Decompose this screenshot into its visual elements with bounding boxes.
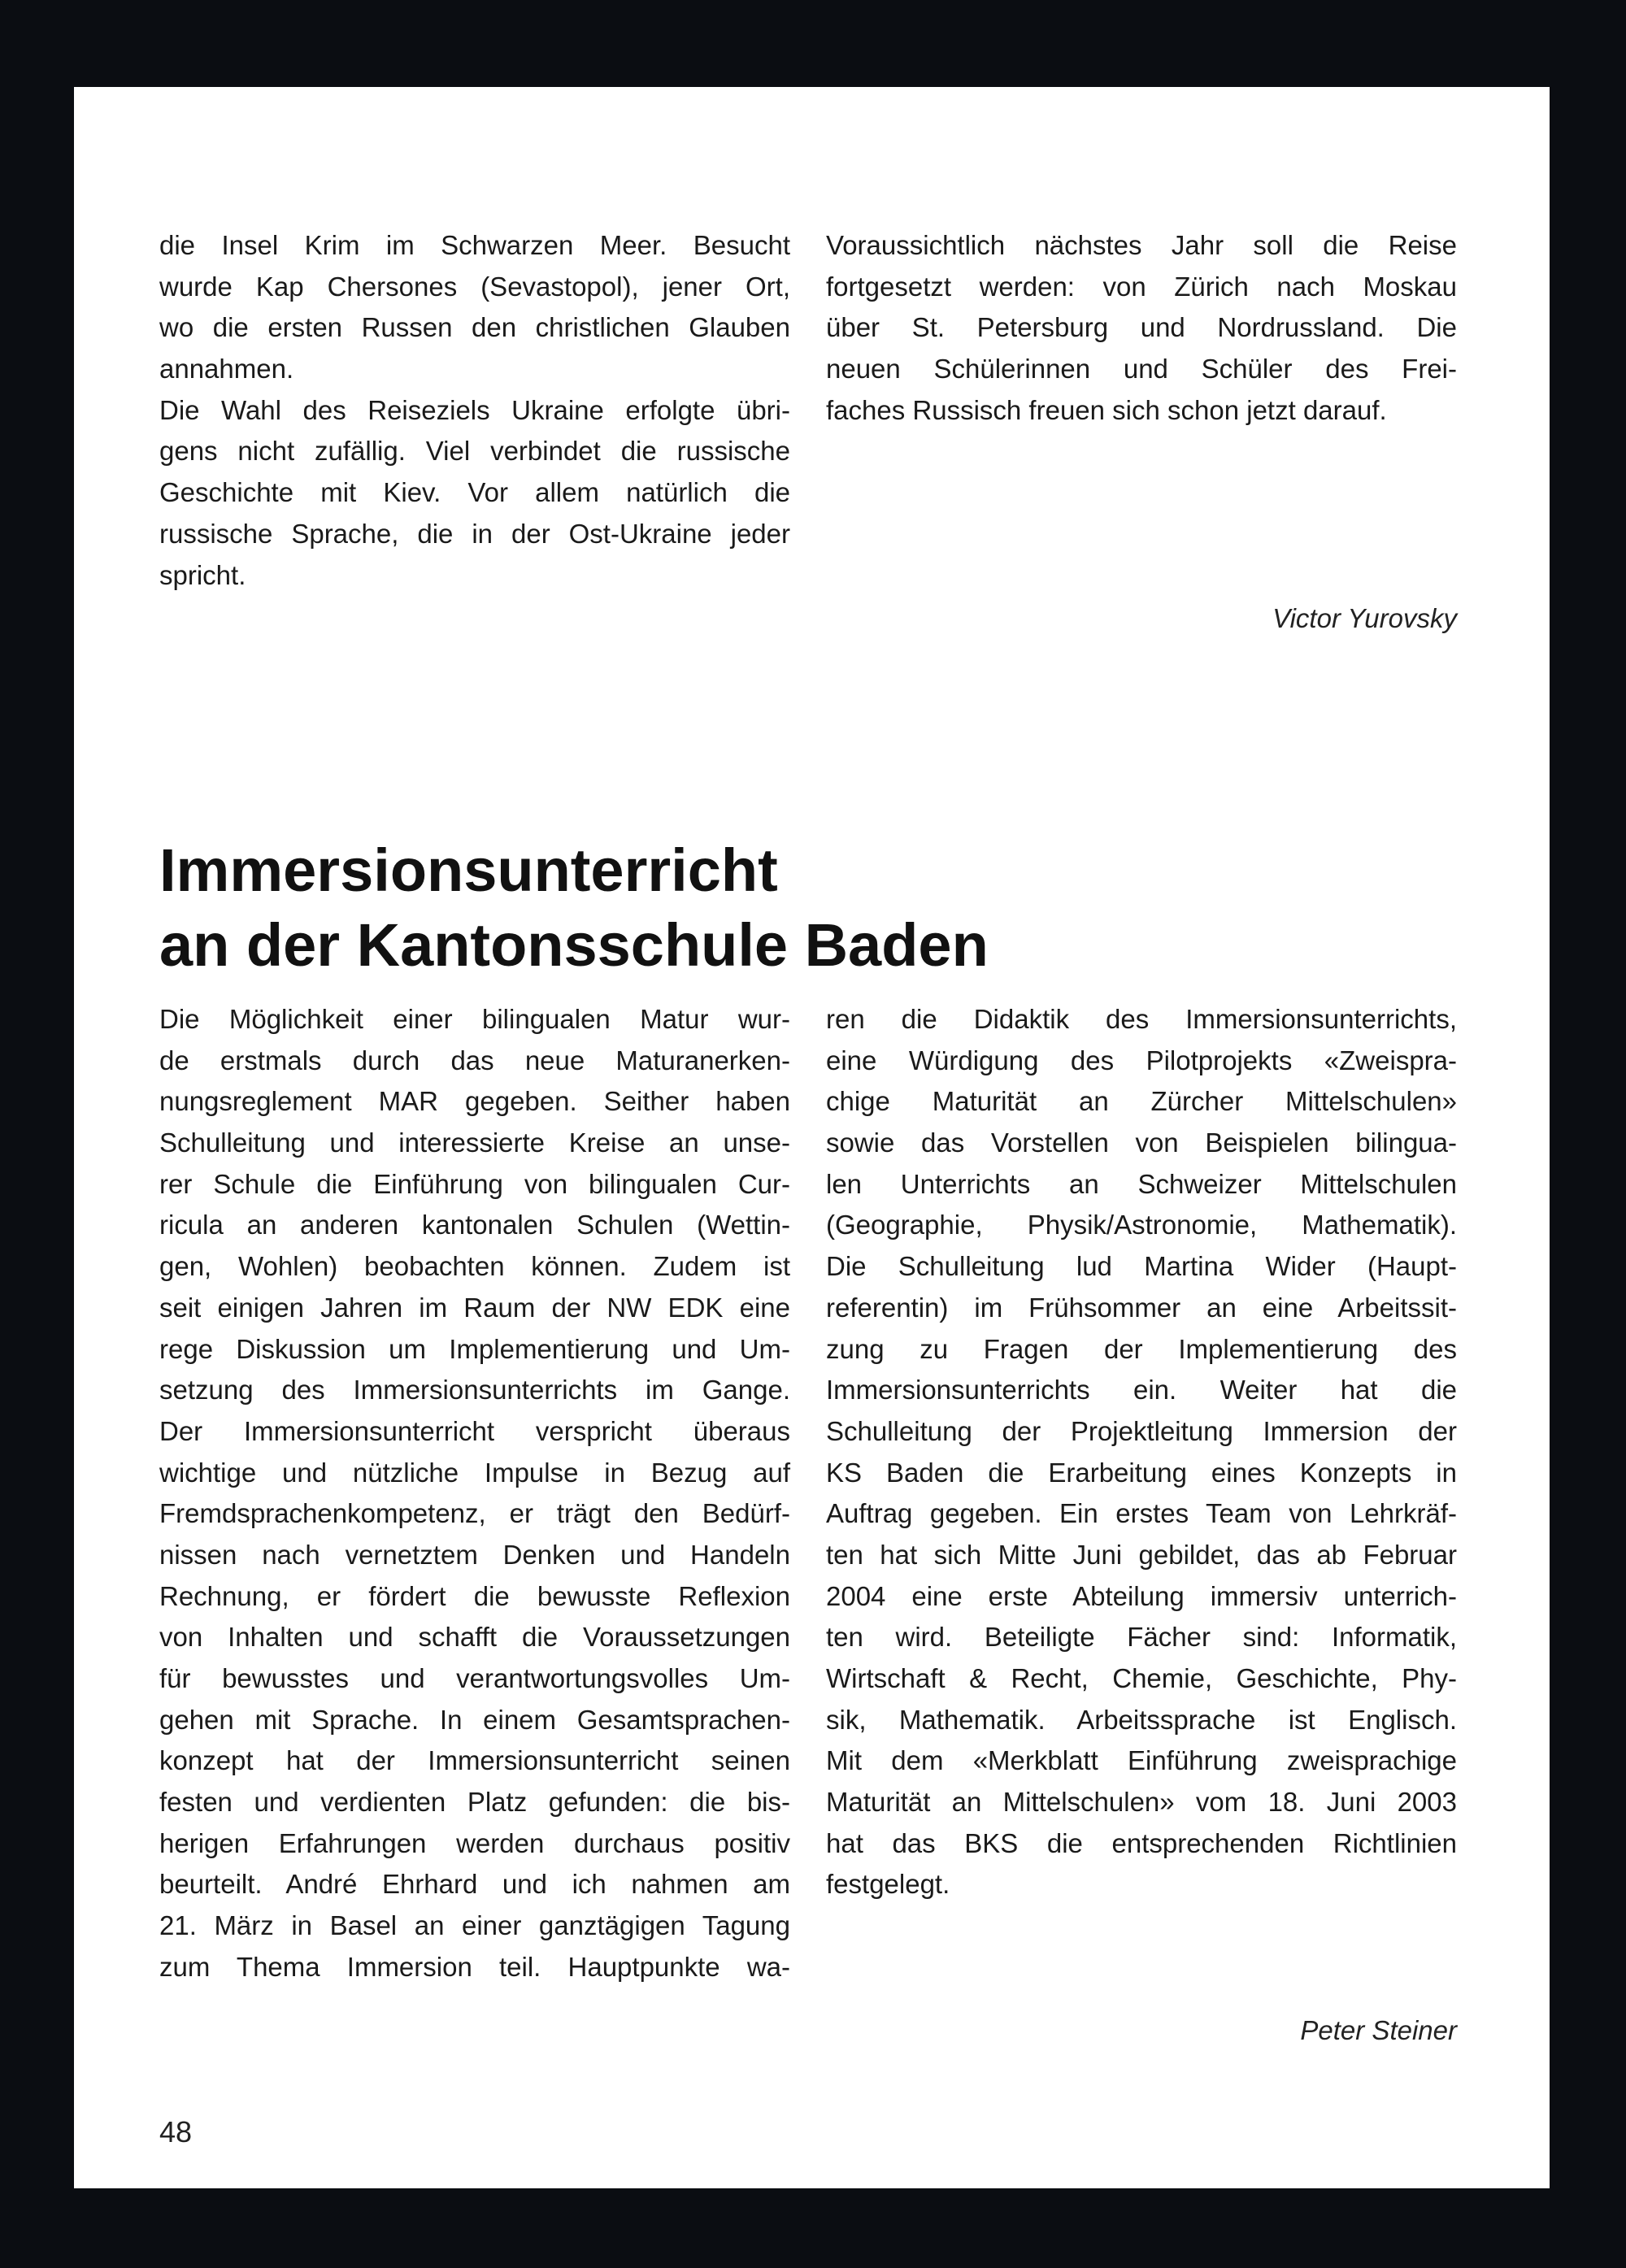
text-line: 21. März in Basel an einer ganztägigen Tagung — [159, 1910, 790, 1941]
author-signature: Peter Steiner — [1300, 2015, 1457, 2045]
text-line: de erstmals durch das neue Maturanerken- — [159, 1045, 790, 1075]
text-line: hat das BKS die entsprechenden Richtlinien — [826, 1827, 1457, 1858]
text-line: wo die ersten Russen den christlichen Glauben — [159, 312, 790, 343]
text-line: über St. Petersburg und Nordrussland. Die — [826, 312, 1457, 343]
text-line: beurteilt. André Ehrhard und ich nahmen am — [159, 1869, 790, 1900]
text-line: ten hat sich Mitte Juni gebildet, das ab Februar — [826, 1539, 1457, 1570]
text-line: wichtige und nützliche Impulse in Bezug auf — [159, 1457, 790, 1488]
text-line: Der Immersionsunterricht verspricht überaus — [159, 1415, 790, 1446]
text-line: rer Schule die Einführung von bilingualen Cur- — [159, 1168, 790, 1199]
text-line: Mit dem «Merkblatt Einführung zweisprachige — [826, 1745, 1457, 1776]
text-line: wurde Kap Chersones (Sevastopol), jener Ort, — [159, 271, 790, 302]
text-line: zung zu Fragen der Implementierung des — [826, 1333, 1457, 1364]
text-line: len Unterrichts an Schweizer Mittelschulen — [826, 1168, 1457, 1199]
author-signature: Victor Yurovsky — [1272, 603, 1457, 633]
text-line: Die Schulleitung lud Martina Wider (Haupt- — [826, 1251, 1457, 1282]
text-line: chige Maturität an Zürcher Mittelschulen» — [826, 1086, 1457, 1117]
top-article-left-column — [159, 225, 790, 596]
text-line: Auftrag gegeben. Ein erstes Team von Lehrkräf- — [826, 1498, 1457, 1529]
article-title-line: an der Kantonsschule Baden — [159, 911, 989, 979]
text-line: ren die Didaktik des Immersionsunterrichts, — [826, 1004, 1457, 1034]
text-line: nungsreglement MAR gegeben. Seither haben — [159, 1086, 790, 1117]
document-page — [74, 87, 1550, 2188]
text-line: setzung des Immersionsunterrichts im Gange. — [159, 1375, 790, 1406]
text-line: Voraussichtlich nächstes Jahr soll die Reise — [826, 230, 1457, 260]
text-line: annahmen. — [159, 354, 294, 385]
text-line: Immersionsunterrichts ein. Weiter hat die — [826, 1375, 1457, 1406]
text-line: Schulleitung und interessierte Kreise an unse- — [159, 1127, 790, 1158]
text-line: sowie das Vorstellen von Beispielen bilingua- — [826, 1127, 1457, 1158]
article-right-column — [826, 999, 1457, 2045]
text-line: Rechnung, er fördert die bewusste Reflexion — [159, 1580, 790, 1611]
text-line: von Inhalten und schafft die Voraussetzungen — [159, 1622, 790, 1653]
text-line: sik, Mathematik. Arbeitssprache ist Englisch. — [826, 1704, 1457, 1735]
text-line: Maturität an Mittelschulen» vom 18. Juni 2003 — [826, 1787, 1457, 1818]
text-line: festen und verdienten Platz gefunden: die bis- — [159, 1787, 790, 1818]
article-title — [159, 833, 989, 983]
text-line: Die Möglichkeit einer bilingualen Matur wur- — [159, 1004, 790, 1034]
text-line: Geschichte mit Kiev. Vor allem natürlich die — [159, 477, 790, 508]
text-line: russische Sprache, die in der Ost-Ukraine jeder — [159, 518, 790, 549]
text-line: KS Baden die Erarbeitung eines Konzepts in — [826, 1457, 1457, 1488]
article-left-column — [159, 999, 790, 1988]
text-line: Die Wahl des Reiseziels Ukraine erfolgte übri- — [159, 394, 790, 425]
text-line: die Insel Krim im Schwarzen Meer. Besucht — [159, 230, 790, 260]
text-line: konzept hat der Immersionsunterricht seinen — [159, 1745, 790, 1776]
text-line: Schulleitung der Projektleitung Immersion der — [826, 1415, 1457, 1446]
text-line: rege Diskussion um Implementierung und Um- — [159, 1333, 790, 1364]
text-line: gen, Wohlen) beobachten können. Zudem ist — [159, 1251, 790, 1282]
text-line: nissen nach vernetztem Denken und Handeln — [159, 1539, 790, 1570]
text-line: fortgesetzt werden: von Zürich nach Moskau — [826, 271, 1457, 302]
text-line: gens nicht zufällig. Viel verbindet die russische — [159, 436, 790, 467]
text-line: gehen mit Sprache. In einem Gesamtsprachen- — [159, 1704, 790, 1735]
article-title-line: Immersionsunterricht — [159, 836, 778, 904]
text-line: neuen Schülerinnen und Schüler des Frei- — [826, 354, 1457, 385]
text-line: festgelegt. — [826, 1869, 950, 1900]
text-line: für bewusstes und verantwortungsvolles Um- — [159, 1663, 790, 1693]
text-line: Wirtschaft & Recht, Chemie, Geschichte, Phy- — [826, 1663, 1457, 1693]
text-line: ten wird. Beteiligte Fächer sind: Informatik, — [826, 1622, 1457, 1653]
text-line: ricula an anderen kantonalen Schulen (Wettin- — [159, 1210, 790, 1240]
text-line: referentin) im Frühsommer an eine Arbeitssit- — [826, 1292, 1457, 1323]
text-line: 2004 eine erste Abteilung immersiv unterrich- — [826, 1580, 1457, 1611]
text-line: Fremdsprachenkompetenz, er trägt den Bedürf- — [159, 1498, 790, 1529]
text-line: zum Thema Immersion teil. Hauptpunkte wa- — [159, 1951, 790, 1982]
page-number: 48 — [159, 2115, 193, 2149]
text-line: spricht. — [159, 559, 246, 590]
text-line: (Geographie, Physik/Astronomie, Mathematik). — [826, 1210, 1457, 1240]
text-line: eine Würdigung des Pilotprojekts «Zweispra- — [826, 1045, 1457, 1075]
text-line: herigen Erfahrungen werden durchaus positiv — [159, 1827, 790, 1858]
text-line: seit einigen Jahren im Raum der NW EDK eine — [159, 1292, 790, 1323]
text-line: faches Russisch freuen sich schon jetzt darauf. — [826, 394, 1387, 425]
top-article-right-column — [826, 225, 1457, 633]
